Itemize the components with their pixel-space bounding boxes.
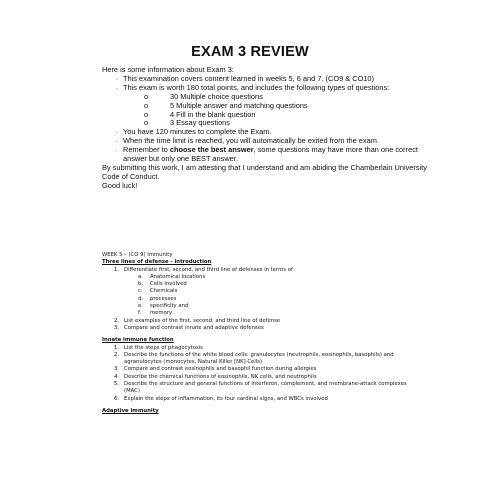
list-item: 1. List the steps of phagocytosis bbox=[114, 344, 203, 351]
sub-list-item: f. memory bbox=[138, 310, 173, 317]
bullet-icon: . bbox=[116, 147, 118, 154]
sub-list-item: d. processes bbox=[138, 295, 177, 302]
intro-bullet: . When the time limit is reached, you will automatically be exited from the exam. bbox=[116, 136, 379, 146]
list-item: 1. Differentiate first, second, and third line of defenses in terms of bbox=[114, 266, 293, 273]
exam-info bbox=[102, 66, 442, 191]
circle-bullet-icon: o bbox=[144, 109, 149, 119]
emphasis-text: choose the best answer bbox=[169, 145, 254, 155]
bullet-icon: . bbox=[116, 138, 118, 145]
intro-bullet: . You have 120 minutes to complete the Exam. bbox=[116, 127, 272, 137]
attestation: By submitting this work, I am attesting that I understand and am abiding the Chamberlain University Code of Conduct. bbox=[102, 162, 427, 181]
circle-bullet-icon: o bbox=[144, 118, 149, 128]
bullet-icon: . bbox=[116, 129, 118, 136]
circle-bullet-icon: o bbox=[144, 91, 149, 101]
list-item: 2. Describe the functions of the white blood cells: granulocytes (neutrophils, eosinophils, basophils) and agranulocytes (monocytes, Natural Killer [NK] Cells) bbox=[114, 351, 394, 366]
question-type-item: o 30 Multiple choice questions bbox=[144, 91, 263, 101]
week-heading: WEEK 5 – (CO 9) Immunity bbox=[102, 252, 173, 258]
circle-bullet-icon: o bbox=[144, 100, 149, 110]
intro-bullet: . This examination covers content learned in weeks 5, 6 and 7. (CO9 & CO10) bbox=[116, 73, 374, 83]
section-heading: Three lines of defense - introduction bbox=[102, 259, 212, 266]
sub-list-item: e. specificity and bbox=[138, 303, 189, 310]
list-item: 2. List examples of the first, second, and third line of defense bbox=[114, 317, 281, 324]
closing-line: Good luck! bbox=[102, 180, 138, 190]
bullet-icon: . bbox=[116, 75, 118, 82]
section-heading: Innate immune function bbox=[102, 337, 174, 344]
sub-list-item: a. Anatomical locations bbox=[138, 273, 206, 280]
sub-list-item: c. Chemicals bbox=[138, 288, 178, 295]
question-type-item: o 4 Fill in the blank question bbox=[144, 109, 256, 119]
section-heading: Adaptive immunity bbox=[102, 407, 159, 414]
list-item: 3. Compare and contrast innate and adaptive defenses bbox=[114, 324, 264, 331]
review-outline bbox=[102, 252, 422, 415]
list-item: 4. Describe the chemical functions of eosinophils, NK cells, and neutrophils bbox=[114, 373, 317, 380]
bullet-icon: . bbox=[116, 84, 118, 91]
list-item: 5. Describe the structure and general functions of interferon, complement, and membrane-attack complexes (MAC) bbox=[114, 381, 407, 395]
list-item: 3. Compare and contrast eosinophils and basophil function during allergies bbox=[114, 366, 317, 373]
question-type-item: o 3 Essay questions bbox=[144, 118, 230, 128]
page-title: EXAM 3 REVIEW bbox=[191, 44, 309, 60]
sub-list-item: b. Cells involved bbox=[138, 281, 187, 288]
intro-lead: Here is some information about Exam 3: bbox=[102, 65, 234, 74]
intro-bullet: . This exam is worth 180 total points, and includes the following types of questions: bbox=[116, 82, 390, 92]
list-item: 6. Explain the steps of inflammation, its four cardinal signs, and WBCs involved bbox=[114, 395, 328, 402]
intro-bullet: . Remember to choose the best answer, some questions may have more than one correct answer but only one BEST answer. bbox=[116, 145, 418, 164]
question-type-item: o 5 Multiple answer and matching questions bbox=[144, 100, 308, 110]
